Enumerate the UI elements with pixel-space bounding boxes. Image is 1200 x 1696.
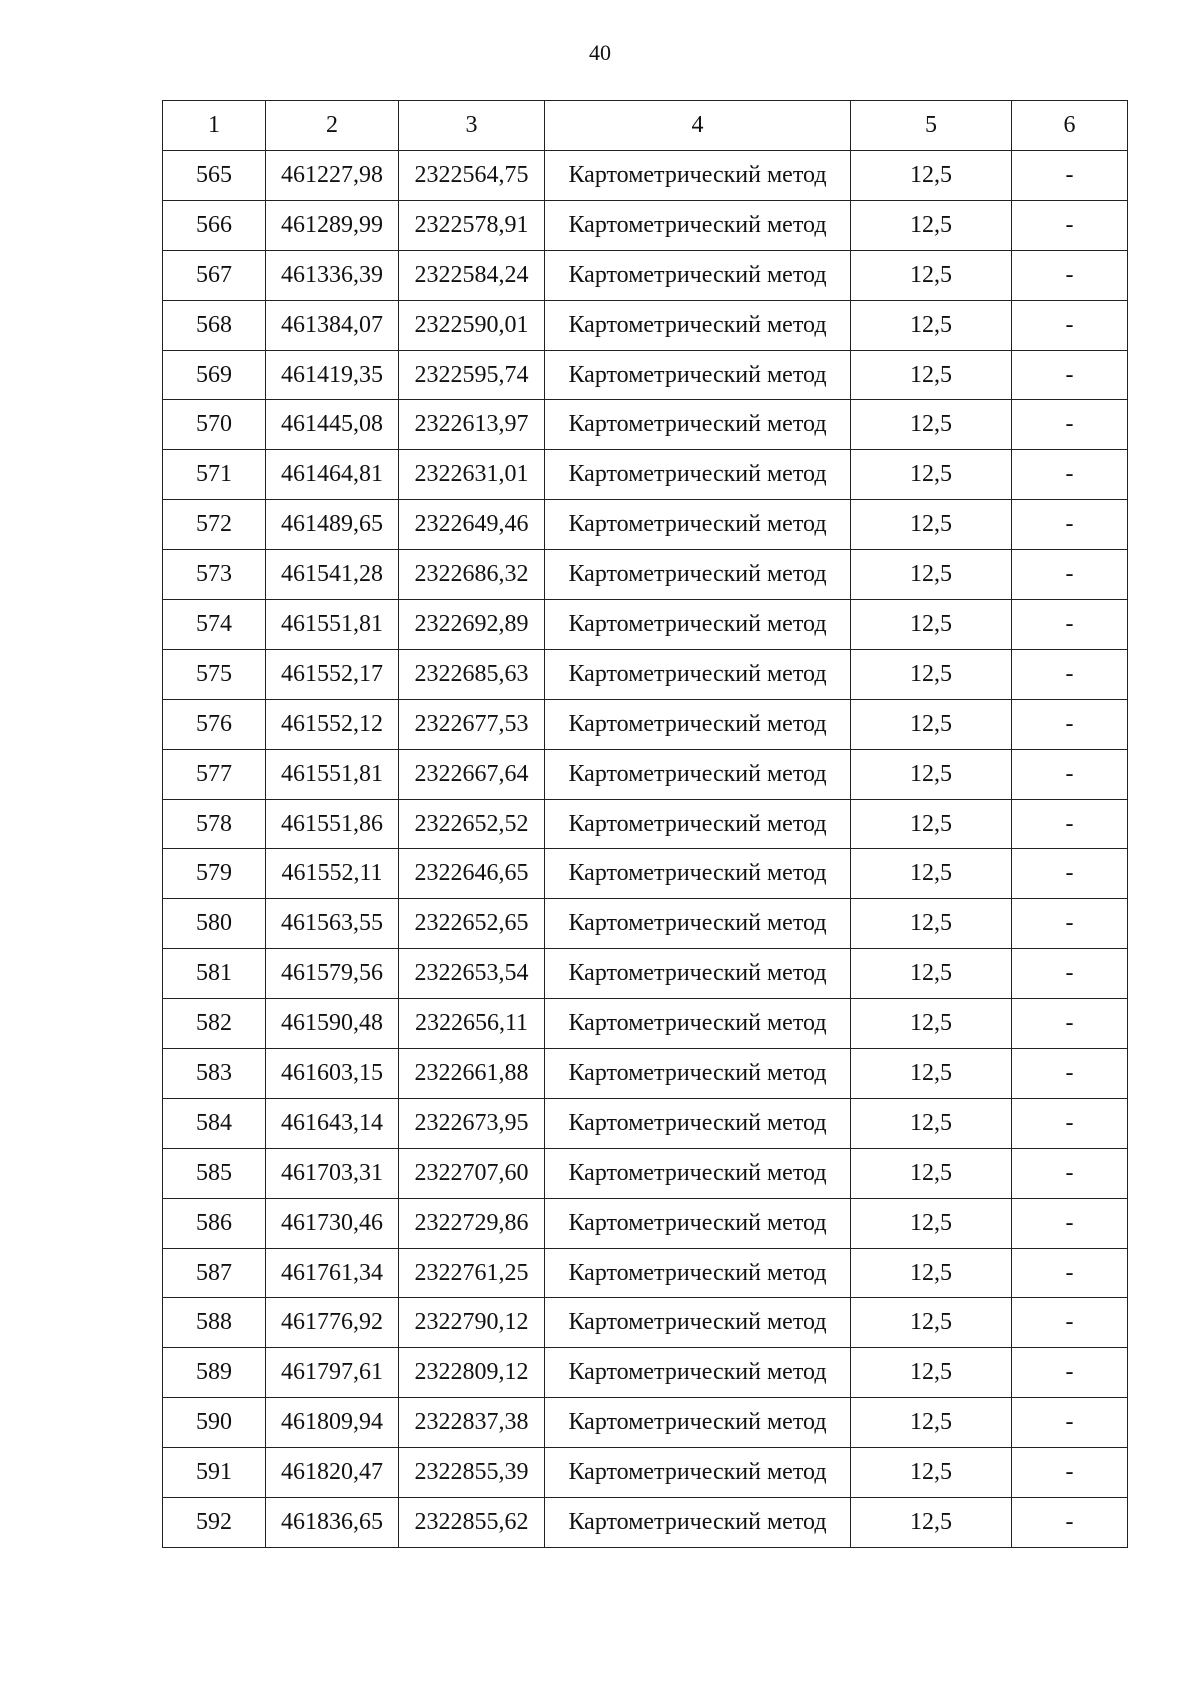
point-number-cell: 566 xyxy=(163,200,266,250)
accuracy-cell: 12,5 xyxy=(851,849,1012,899)
point-number-cell: 571 xyxy=(163,450,266,500)
note-cell: - xyxy=(1012,200,1128,250)
page-number: 40 xyxy=(589,40,611,65)
table-row xyxy=(163,1248,1128,1298)
note-cell: - xyxy=(1012,450,1128,500)
point-number-cell: 572 xyxy=(163,500,266,550)
method-cell: Картометрический метод xyxy=(545,250,851,300)
accuracy-cell: 12,5 xyxy=(851,699,1012,749)
note-cell: - xyxy=(1012,1098,1128,1148)
method-cell: Картометрический метод xyxy=(545,1448,851,1498)
y-coordinate-cell: 2322685,63 xyxy=(399,649,545,699)
accuracy-cell: 12,5 xyxy=(851,600,1012,650)
y-coordinate-cell: 2322646,65 xyxy=(399,849,545,899)
note-cell: - xyxy=(1012,849,1128,899)
table-row xyxy=(163,1198,1128,1248)
x-coordinate-cell: 461551,81 xyxy=(266,600,399,650)
note-cell: - xyxy=(1012,949,1128,999)
point-number-cell: 578 xyxy=(163,799,266,849)
method-cell: Картометрический метод xyxy=(545,1098,851,1148)
point-number-cell: 588 xyxy=(163,1298,266,1348)
note-cell: - xyxy=(1012,799,1128,849)
method-cell: Картометрический метод xyxy=(545,500,851,550)
table-row xyxy=(163,1348,1128,1398)
note-cell: - xyxy=(1012,1198,1128,1248)
accuracy-cell: 12,5 xyxy=(851,1298,1012,1348)
x-coordinate-cell: 461809,94 xyxy=(266,1398,399,1448)
method-cell: Картометрический метод xyxy=(545,1398,851,1448)
table-row xyxy=(163,699,1128,749)
note-cell: - xyxy=(1012,1498,1128,1548)
x-coordinate-cell: 461489,65 xyxy=(266,500,399,550)
y-coordinate-cell: 2322667,64 xyxy=(399,749,545,799)
method-cell: Картометрический метод xyxy=(545,1498,851,1548)
table-row xyxy=(163,749,1128,799)
method-cell: Картометрический метод xyxy=(545,699,851,749)
method-cell: Картометрический метод xyxy=(545,550,851,600)
y-coordinate-cell: 2322564,75 xyxy=(399,151,545,201)
note-cell: - xyxy=(1012,600,1128,650)
point-number-cell: 586 xyxy=(163,1198,266,1248)
header-cell-4: 4 xyxy=(545,101,851,151)
header-cell-5: 5 xyxy=(851,101,1012,151)
note-cell: - xyxy=(1012,151,1128,201)
table-row xyxy=(163,799,1128,849)
header-cell-2: 2 xyxy=(266,101,399,151)
accuracy-cell: 12,5 xyxy=(851,1248,1012,1298)
accuracy-cell: 12,5 xyxy=(851,350,1012,400)
table-row xyxy=(163,400,1128,450)
note-cell: - xyxy=(1012,649,1128,699)
accuracy-cell: 12,5 xyxy=(851,200,1012,250)
y-coordinate-cell: 2322692,89 xyxy=(399,600,545,650)
accuracy-cell: 12,5 xyxy=(851,450,1012,500)
accuracy-cell: 12,5 xyxy=(851,1398,1012,1448)
y-coordinate-cell: 2322729,86 xyxy=(399,1198,545,1248)
x-coordinate-cell: 461579,56 xyxy=(266,949,399,999)
point-number-cell: 585 xyxy=(163,1148,266,1198)
accuracy-cell: 12,5 xyxy=(851,300,1012,350)
method-cell: Картометрический метод xyxy=(545,749,851,799)
point-number-cell: 591 xyxy=(163,1448,266,1498)
table-row xyxy=(163,1098,1128,1148)
accuracy-cell: 12,5 xyxy=(851,250,1012,300)
x-coordinate-cell: 461761,34 xyxy=(266,1248,399,1298)
table-row xyxy=(163,151,1128,201)
method-cell: Картометрический метод xyxy=(545,400,851,450)
note-cell: - xyxy=(1012,1448,1128,1498)
accuracy-cell: 12,5 xyxy=(851,400,1012,450)
method-cell: Картометрический метод xyxy=(545,300,851,350)
y-coordinate-cell: 2322837,38 xyxy=(399,1398,545,1448)
accuracy-cell: 12,5 xyxy=(851,999,1012,1049)
method-cell: Картометрический метод xyxy=(545,1298,851,1348)
point-number-cell: 575 xyxy=(163,649,266,699)
note-cell: - xyxy=(1012,749,1128,799)
x-coordinate-cell: 461552,11 xyxy=(266,849,399,899)
accuracy-cell: 12,5 xyxy=(851,1498,1012,1548)
x-coordinate-cell: 461336,39 xyxy=(266,250,399,300)
table-row xyxy=(163,500,1128,550)
accuracy-cell: 12,5 xyxy=(851,1098,1012,1148)
x-coordinate-cell: 461551,86 xyxy=(266,799,399,849)
x-coordinate-cell: 461776,92 xyxy=(266,1298,399,1348)
point-number-cell: 584 xyxy=(163,1098,266,1148)
note-cell: - xyxy=(1012,699,1128,749)
method-cell: Картометрический метод xyxy=(545,649,851,699)
point-number-cell: 568 xyxy=(163,300,266,350)
y-coordinate-cell: 2322656,11 xyxy=(399,999,545,1049)
y-coordinate-cell: 2322631,01 xyxy=(399,450,545,500)
point-number-cell: 569 xyxy=(163,350,266,400)
accuracy-cell: 12,5 xyxy=(851,899,1012,949)
point-number-cell: 570 xyxy=(163,400,266,450)
accuracy-cell: 12,5 xyxy=(851,749,1012,799)
header-cell-6: 6 xyxy=(1012,101,1128,151)
point-number-cell: 567 xyxy=(163,250,266,300)
table-row xyxy=(163,649,1128,699)
method-cell: Картометрический метод xyxy=(545,999,851,1049)
method-cell: Картометрический метод xyxy=(545,1148,851,1198)
accuracy-cell: 12,5 xyxy=(851,550,1012,600)
x-coordinate-cell: 461590,48 xyxy=(266,999,399,1049)
table-row xyxy=(163,1398,1128,1448)
x-coordinate-cell: 461563,55 xyxy=(266,899,399,949)
table-row xyxy=(163,350,1128,400)
table-row xyxy=(163,1448,1128,1498)
y-coordinate-cell: 2322613,97 xyxy=(399,400,545,450)
y-coordinate-cell: 2322686,32 xyxy=(399,550,545,600)
point-number-cell: 574 xyxy=(163,600,266,650)
point-number-cell: 565 xyxy=(163,151,266,201)
y-coordinate-cell: 2322855,62 xyxy=(399,1498,545,1548)
x-coordinate-cell: 461836,65 xyxy=(266,1498,399,1548)
point-number-cell: 590 xyxy=(163,1398,266,1448)
x-coordinate-cell: 461289,99 xyxy=(266,200,399,250)
method-cell: Картометрический метод xyxy=(545,200,851,250)
y-coordinate-cell: 2322790,12 xyxy=(399,1298,545,1348)
note-cell: - xyxy=(1012,1049,1128,1099)
x-coordinate-cell: 461730,46 xyxy=(266,1198,399,1248)
note-cell: - xyxy=(1012,250,1128,300)
note-cell: - xyxy=(1012,300,1128,350)
x-coordinate-cell: 461643,14 xyxy=(266,1098,399,1148)
x-coordinate-cell: 461820,47 xyxy=(266,1448,399,1498)
point-number-cell: 581 xyxy=(163,949,266,999)
y-coordinate-cell: 2322707,60 xyxy=(399,1148,545,1198)
header-cell-3: 3 xyxy=(399,101,545,151)
accuracy-cell: 12,5 xyxy=(851,1448,1012,1498)
accuracy-cell: 12,5 xyxy=(851,1198,1012,1248)
note-cell: - xyxy=(1012,1248,1128,1298)
note-cell: - xyxy=(1012,999,1128,1049)
note-cell: - xyxy=(1012,350,1128,400)
method-cell: Картометрический метод xyxy=(545,899,851,949)
point-number-cell: 582 xyxy=(163,999,266,1049)
table-row xyxy=(163,999,1128,1049)
point-number-cell: 579 xyxy=(163,849,266,899)
table-row xyxy=(163,200,1128,250)
accuracy-cell: 12,5 xyxy=(851,151,1012,201)
point-number-cell: 592 xyxy=(163,1498,266,1548)
table-row xyxy=(163,1049,1128,1099)
point-number-cell: 580 xyxy=(163,899,266,949)
point-number-cell: 576 xyxy=(163,699,266,749)
header-row xyxy=(163,101,1128,151)
method-cell: Картометрический метод xyxy=(545,350,851,400)
x-coordinate-cell: 461419,35 xyxy=(266,350,399,400)
table-row xyxy=(163,600,1128,650)
x-coordinate-cell: 461603,15 xyxy=(266,1049,399,1099)
x-coordinate-cell: 461227,98 xyxy=(266,151,399,201)
y-coordinate-cell: 2322584,24 xyxy=(399,250,545,300)
point-number-cell: 577 xyxy=(163,749,266,799)
y-coordinate-cell: 2322855,39 xyxy=(399,1448,545,1498)
method-cell: Картометрический метод xyxy=(545,450,851,500)
accuracy-cell: 12,5 xyxy=(851,1148,1012,1198)
y-coordinate-cell: 2322809,12 xyxy=(399,1348,545,1398)
accuracy-cell: 12,5 xyxy=(851,1049,1012,1099)
point-number-cell: 589 xyxy=(163,1348,266,1398)
note-cell: - xyxy=(1012,1348,1128,1398)
y-coordinate-cell: 2322677,53 xyxy=(399,699,545,749)
note-cell: - xyxy=(1012,400,1128,450)
point-number-cell: 573 xyxy=(163,550,266,600)
y-coordinate-cell: 2322590,01 xyxy=(399,300,545,350)
y-coordinate-cell: 2322673,95 xyxy=(399,1098,545,1148)
table-row xyxy=(163,1498,1128,1548)
table-row xyxy=(163,1148,1128,1198)
x-coordinate-cell: 461703,31 xyxy=(266,1148,399,1198)
method-cell: Картометрический метод xyxy=(545,799,851,849)
note-cell: - xyxy=(1012,550,1128,600)
point-number-cell: 587 xyxy=(163,1248,266,1298)
table-row xyxy=(163,849,1128,899)
table-row xyxy=(163,250,1128,300)
method-cell: Картометрический метод xyxy=(545,600,851,650)
accuracy-cell: 12,5 xyxy=(851,649,1012,699)
x-coordinate-cell: 461551,81 xyxy=(266,749,399,799)
table-row xyxy=(163,300,1128,350)
y-coordinate-cell: 2322661,88 xyxy=(399,1049,545,1099)
table-body xyxy=(163,151,1128,1548)
table-row xyxy=(163,450,1128,500)
x-coordinate-cell: 461445,08 xyxy=(266,400,399,450)
table-row xyxy=(163,1298,1128,1348)
x-coordinate-cell: 461797,61 xyxy=(266,1348,399,1398)
x-coordinate-cell: 461541,28 xyxy=(266,550,399,600)
note-cell: - xyxy=(1012,1148,1128,1198)
point-number-cell: 583 xyxy=(163,1049,266,1099)
note-cell: - xyxy=(1012,1398,1128,1448)
accuracy-cell: 12,5 xyxy=(851,1348,1012,1398)
method-cell: Картометрический метод xyxy=(545,1348,851,1398)
y-coordinate-cell: 2322578,91 xyxy=(399,200,545,250)
x-coordinate-cell: 461552,12 xyxy=(266,699,399,749)
method-cell: Картометрический метод xyxy=(545,1248,851,1298)
table-row xyxy=(163,949,1128,999)
method-cell: Картометрический метод xyxy=(545,949,851,999)
x-coordinate-cell: 461464,81 xyxy=(266,450,399,500)
y-coordinate-cell: 2322649,46 xyxy=(399,500,545,550)
method-cell: Картометрический метод xyxy=(545,1049,851,1099)
y-coordinate-cell: 2322595,74 xyxy=(399,350,545,400)
table-row xyxy=(163,550,1128,600)
table-row xyxy=(163,899,1128,949)
header-cell-1: 1 xyxy=(163,101,266,151)
accuracy-cell: 12,5 xyxy=(851,500,1012,550)
y-coordinate-cell: 2322761,25 xyxy=(399,1248,545,1298)
y-coordinate-cell: 2322652,52 xyxy=(399,799,545,849)
x-coordinate-cell: 461552,17 xyxy=(266,649,399,699)
method-cell: Картометрический метод xyxy=(545,849,851,899)
note-cell: - xyxy=(1012,899,1128,949)
method-cell: Картометрический метод xyxy=(545,151,851,201)
note-cell: - xyxy=(1012,500,1128,550)
method-cell: Картометрический метод xyxy=(545,1198,851,1248)
coordinates-table xyxy=(162,100,1128,1548)
accuracy-cell: 12,5 xyxy=(851,949,1012,999)
x-coordinate-cell: 461384,07 xyxy=(266,300,399,350)
accuracy-cell: 12,5 xyxy=(851,799,1012,849)
y-coordinate-cell: 2322653,54 xyxy=(399,949,545,999)
note-cell: - xyxy=(1012,1298,1128,1348)
y-coordinate-cell: 2322652,65 xyxy=(399,899,545,949)
